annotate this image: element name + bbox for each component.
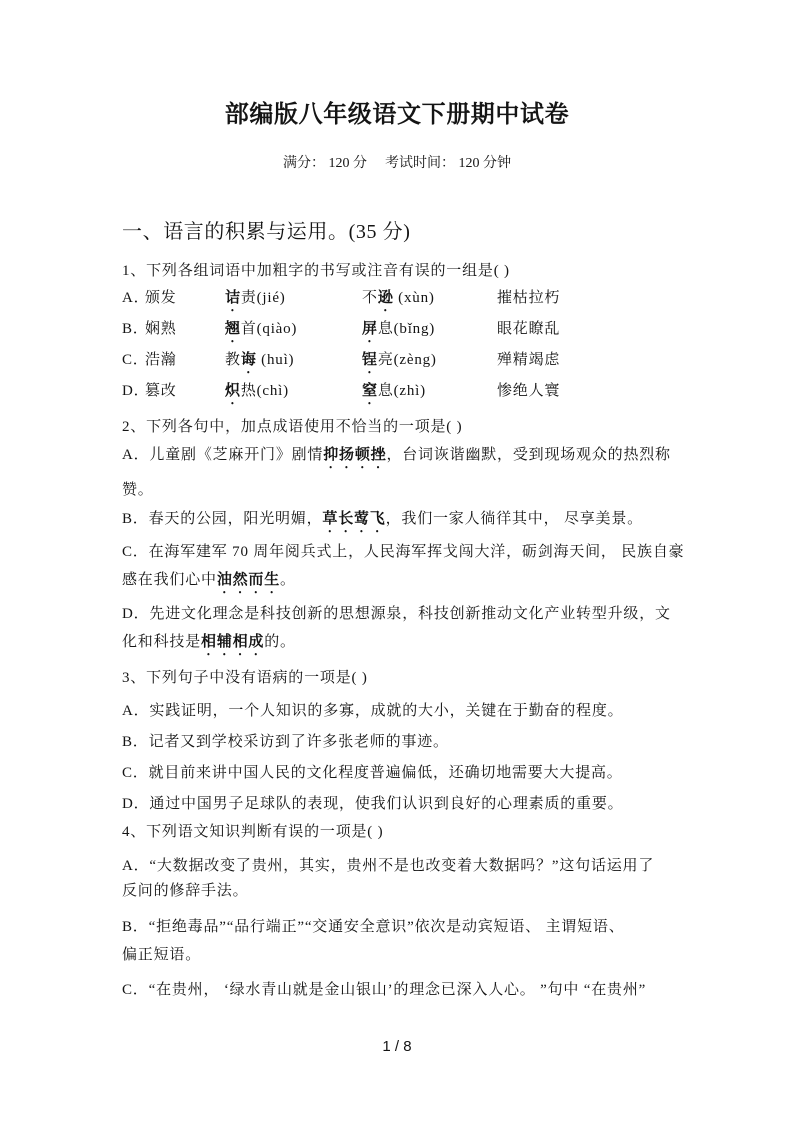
exam-duration: 考试时间： 120 分钟 <box>385 156 511 171</box>
option-word <box>225 319 297 346</box>
dotted-idiom: 抑扬顿挫 <box>323 447 387 463</box>
emphasized-char: 诘 <box>225 290 241 306</box>
question-4-option-b-line-2: 偏正短语。 <box>122 947 202 963</box>
sentence-text: A．儿童剧《芝麻开门》剧情 <box>122 447 324 463</box>
question-3-option-c: C．就目前来讲中国人民的文化程度普遍偏低，还确切地需要大大提高。 <box>122 765 623 781</box>
question-1-option-d <box>122 381 682 401</box>
word-rest: 息(zhì) <box>377 383 426 399</box>
option-word: 眼花瞭乱 <box>497 321 561 337</box>
word-rest: 息(bǐng) <box>377 321 436 337</box>
option-word: 殚精竭虑 <box>497 352 561 368</box>
full-score: 满分： 120 分 <box>283 156 367 171</box>
question-1-option-a <box>122 288 682 308</box>
option-word <box>362 319 435 346</box>
sentence-text: 。 <box>280 572 296 588</box>
question-1-option-c <box>122 350 682 370</box>
option-word <box>362 350 437 377</box>
dotted-idiom: 草长莺飞 <box>322 511 386 527</box>
exam-title: 部编版八年级语文下册期中试卷 <box>224 102 570 128</box>
question-4-stem: 4、下列语文知识判断有误的一项是( ) <box>122 824 384 840</box>
option-label: A． <box>122 290 150 306</box>
sentence-text: ，我们一家人徜徉其中， 尽享美景。 <box>385 511 643 527</box>
page-number: 1 / 8 <box>382 1038 412 1055</box>
sentence-text: 化和科技是 <box>122 634 202 650</box>
emphasized-char: 诲 <box>240 352 257 368</box>
question-4-option-a-line-1: A．“大数据改变了贵州，其实，贵州不是也改变着大数据吗？”这句话运用了 <box>122 858 655 874</box>
word-rest: 热(chì) <box>240 383 289 399</box>
question-2-stem: 2、下列各句中，加点成语使用不恰当的一项是( ) <box>122 419 463 435</box>
question-2-option-c-line-1: C．在海军建军 70 周年阅兵式上，人民海军挥戈闯大洋，砺剑海天间， 民族自豪 <box>122 544 685 560</box>
question-2-option-d-line-2 <box>122 632 296 659</box>
exam-info <box>0 154 794 174</box>
option-word <box>225 350 294 377</box>
emphasized-char: 炽 <box>225 383 241 399</box>
question-2-option-a-line-1 <box>122 445 671 472</box>
emphasized-char: 锃 <box>362 352 378 368</box>
sentence-text: 感在我们心中 <box>122 572 217 588</box>
emphasized-char: 翘 <box>225 321 241 337</box>
sentence-text: B．春天的公园，阳光明媚， <box>122 511 323 527</box>
question-2-option-c-line-2 <box>122 570 296 597</box>
emphasized-char: 窒 <box>362 383 378 399</box>
question-3-stem: 3、下列句子中没有语病的一项是( ) <box>122 670 368 686</box>
emphasized-char: 逊 <box>377 290 394 306</box>
option-label: D． <box>122 383 150 399</box>
word-rest: 首(qiào) <box>240 321 298 337</box>
dotted-idiom: 相辅相成 <box>201 634 265 650</box>
option-word: 惨绝人寰 <box>497 383 561 399</box>
option-word: 娴熟 <box>145 321 177 337</box>
question-3-option-a: A．实践证明，一个人知识的多寡，成就的大小，关键在于勤奋的程度。 <box>122 703 624 719</box>
word-start: 不 <box>362 290 378 306</box>
option-label: C． <box>122 352 149 368</box>
sentence-text: ，台词诙谐幽默，受到现场观众的热烈称 <box>386 447 671 463</box>
word-rest: (huì) <box>256 352 295 368</box>
option-word <box>225 288 286 315</box>
option-word <box>362 288 435 315</box>
question-4-option-b-line-1: B．“拒绝毒品”“品行端正”“交通安全意识”依次是动宾短语、 主谓短语、 <box>122 919 625 935</box>
dotted-idiom: 油然而生 <box>216 572 281 588</box>
option-word: 摧枯拉朽 <box>497 290 561 306</box>
word-rest: 亮(zèng) <box>377 352 437 368</box>
question-2-option-d-line-1: D．先进文化理念是科技创新的思想源泉，科技创新推动文化产业转型升级，文 <box>122 606 671 622</box>
question-1-option-b <box>122 319 682 339</box>
option-word <box>225 381 289 408</box>
question-4-option-c-line-1: C．“在贵州， ‘绿水青山就是金山银山’的理念已深入人心。 ”句中 “在贵州” <box>122 982 647 998</box>
sentence-text: 的。 <box>264 634 296 650</box>
question-3-option-d: D．通过中国男子足球队的表现，使我们认识到良好的心理素质的重要。 <box>122 796 624 812</box>
word-rest: 责(jié) <box>240 290 286 306</box>
question-4-option-a-line-2: 反问的修辞手法。 <box>122 883 249 899</box>
word-start: 教 <box>225 352 241 368</box>
word-rest: (xùn) <box>393 290 435 306</box>
section-heading: 一、语言的积累与运用。(35 分) <box>122 221 411 243</box>
option-word: 颁发 <box>145 290 177 306</box>
option-label: B． <box>122 321 149 337</box>
question-2-option-a-line-2: 赞。 <box>122 482 154 498</box>
option-word: 篡改 <box>145 383 177 399</box>
question-1-stem: 1、下列各组词语中加粗字的书写或注音有误的一组是( ) <box>122 263 510 279</box>
question-2-option-b-line-1 <box>122 509 643 536</box>
question-3-option-b: B．记者又到学校采访到了许多张老师的事迹。 <box>122 734 449 750</box>
option-word <box>362 381 426 408</box>
emphasized-char: 屏 <box>362 321 378 337</box>
option-word: 浩瀚 <box>145 352 177 368</box>
